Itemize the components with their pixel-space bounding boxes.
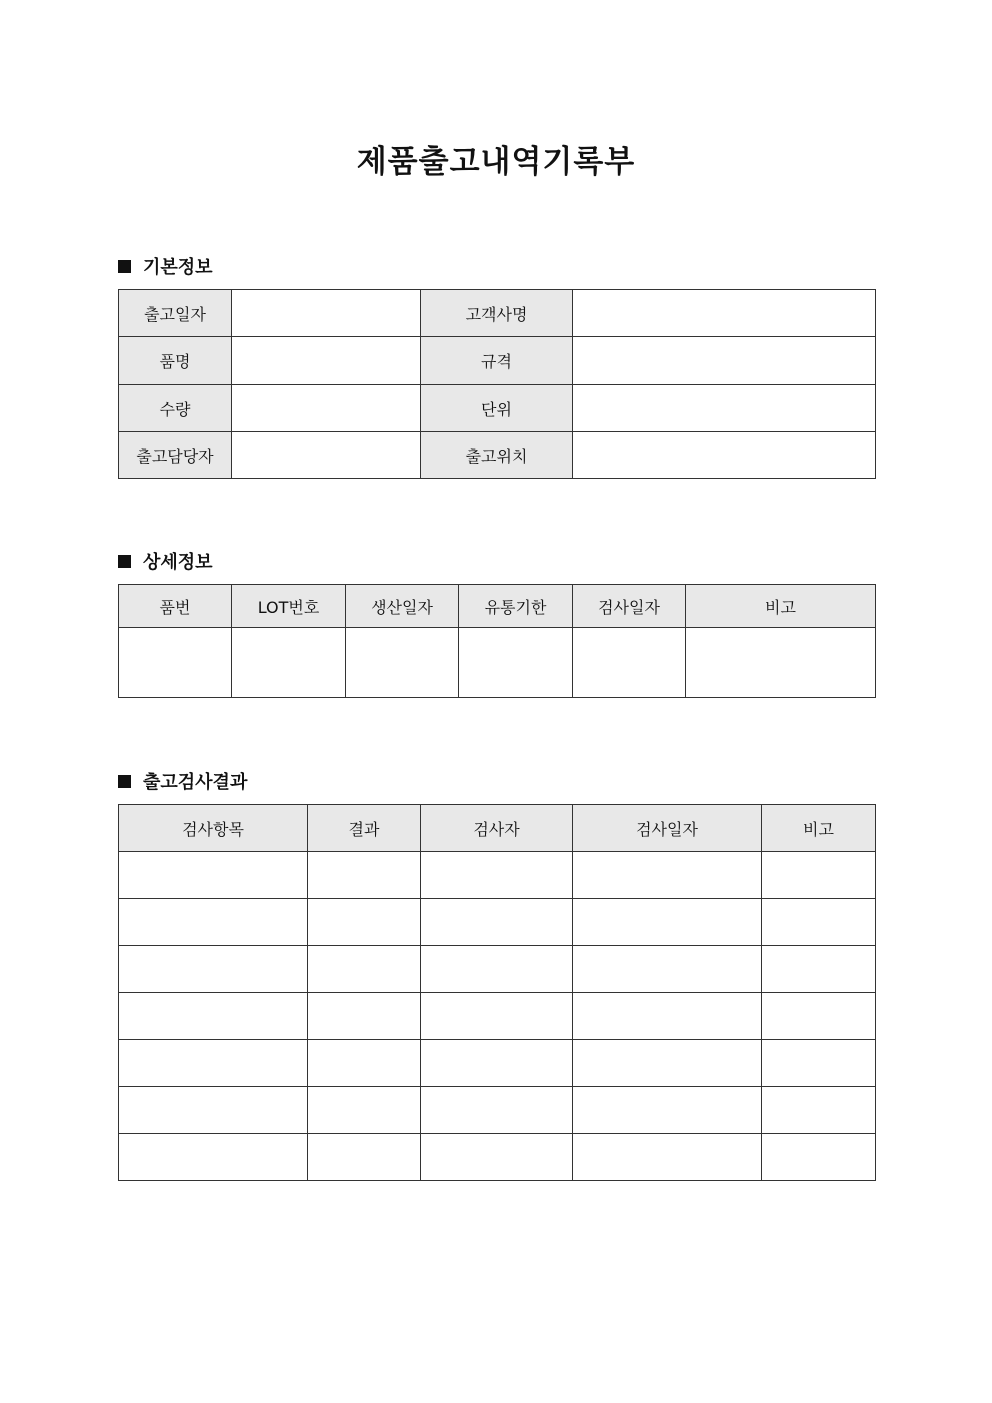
table-cell[interactable] xyxy=(573,628,686,698)
table-cell[interactable] xyxy=(573,1087,762,1134)
table-row xyxy=(119,993,876,1040)
table-cell[interactable] xyxy=(762,852,876,899)
label-cell: 출고담당자 xyxy=(119,432,232,479)
value-cell-quantity[interactable] xyxy=(232,385,421,432)
inspection-result-table xyxy=(118,804,876,1181)
label-cell: 수량 xyxy=(119,385,232,432)
table-cell[interactable] xyxy=(119,1087,308,1134)
column-header: 품번 xyxy=(119,585,232,628)
document-title: 제품출고내역기록부 xyxy=(356,144,636,180)
basic-info-table xyxy=(118,289,876,479)
inspection-result-heading xyxy=(118,768,247,794)
label-cell: 단위 xyxy=(421,385,573,432)
value-cell-customer-name[interactable] xyxy=(573,290,876,337)
value-cell-shipping-location[interactable] xyxy=(573,432,876,479)
table-row xyxy=(119,946,876,993)
table-cell[interactable] xyxy=(421,1087,573,1134)
column-header: 유통기한 xyxy=(459,585,573,628)
value-cell-unit[interactable] xyxy=(573,385,876,432)
table-cell[interactable] xyxy=(762,1134,876,1181)
table-cell[interactable] xyxy=(573,899,762,946)
inspection-result-heading-text: 출고검사결과 xyxy=(143,772,248,793)
table-cell[interactable] xyxy=(573,852,762,899)
table-cell[interactable] xyxy=(308,946,421,993)
basic-info-heading xyxy=(118,253,213,279)
table-cell[interactable] xyxy=(232,628,346,698)
table-cell[interactable] xyxy=(762,1040,876,1087)
table-header-row xyxy=(119,805,876,852)
table-row xyxy=(119,628,876,698)
detail-info-heading-text: 상세정보 xyxy=(143,552,213,573)
table-cell[interactable] xyxy=(119,1040,308,1087)
square-bullet-icon xyxy=(118,555,131,568)
table-cell[interactable] xyxy=(119,899,308,946)
label-cell: 출고일자 xyxy=(119,290,232,337)
table-cell[interactable] xyxy=(459,628,573,698)
table-cell[interactable] xyxy=(762,899,876,946)
table-cell[interactable] xyxy=(421,1040,573,1087)
table-cell[interactable] xyxy=(421,993,573,1040)
table-cell[interactable] xyxy=(421,852,573,899)
table-cell[interactable] xyxy=(346,628,459,698)
table-cell[interactable] xyxy=(573,1134,762,1181)
table-row xyxy=(119,899,876,946)
table-cell[interactable] xyxy=(762,993,876,1040)
table-row xyxy=(119,1134,876,1181)
column-header: 생산일자 xyxy=(346,585,459,628)
column-header: 검사자 xyxy=(421,805,573,852)
value-cell-shipping-manager[interactable] xyxy=(232,432,421,479)
table-cell[interactable] xyxy=(308,899,421,946)
table-row xyxy=(119,1040,876,1087)
column-header: 검사일자 xyxy=(573,805,762,852)
detail-info-table xyxy=(118,584,876,698)
label-cell: 품명 xyxy=(119,337,232,385)
table-cell[interactable] xyxy=(686,628,876,698)
square-bullet-icon xyxy=(118,775,131,788)
value-cell-spec[interactable] xyxy=(573,337,876,385)
table-cell[interactable] xyxy=(119,852,308,899)
table-row xyxy=(119,385,876,432)
table-cell[interactable] xyxy=(308,993,421,1040)
table-row xyxy=(119,852,876,899)
value-cell-ship-date[interactable] xyxy=(232,290,421,337)
table-cell[interactable] xyxy=(421,946,573,993)
table-cell[interactable] xyxy=(308,1134,421,1181)
table-cell[interactable] xyxy=(308,852,421,899)
detail-info-heading xyxy=(118,548,213,574)
table-cell[interactable] xyxy=(573,946,762,993)
table-row xyxy=(119,1087,876,1134)
label-cell: 규격 xyxy=(421,337,573,385)
table-cell[interactable] xyxy=(573,993,762,1040)
table-cell[interactable] xyxy=(421,1134,573,1181)
table-cell[interactable] xyxy=(573,1040,762,1087)
column-header: 검사일자 xyxy=(573,585,686,628)
table-cell[interactable] xyxy=(119,993,308,1040)
value-cell-product-name[interactable] xyxy=(232,337,421,385)
table-row xyxy=(119,290,876,337)
table-cell[interactable] xyxy=(119,946,308,993)
column-header: 검사항목 xyxy=(119,805,308,852)
label-cell: 출고위치 xyxy=(421,432,573,479)
table-cell[interactable] xyxy=(119,628,232,698)
column-header: LOT번호 xyxy=(232,585,346,628)
table-cell[interactable] xyxy=(308,1040,421,1087)
table-row xyxy=(119,432,876,479)
table-cell[interactable] xyxy=(421,899,573,946)
table-header-row xyxy=(119,585,876,628)
square-bullet-icon xyxy=(118,260,131,273)
table-cell[interactable] xyxy=(119,1134,308,1181)
column-header: 비고 xyxy=(762,805,876,852)
label-cell: 고객사명 xyxy=(421,290,573,337)
column-header: 비고 xyxy=(686,585,876,628)
column-header: 결과 xyxy=(308,805,421,852)
table-cell[interactable] xyxy=(308,1087,421,1134)
basic-info-heading-text: 기본정보 xyxy=(143,257,213,278)
table-cell[interactable] xyxy=(762,1087,876,1134)
table-cell[interactable] xyxy=(762,946,876,993)
table-row xyxy=(119,337,876,385)
